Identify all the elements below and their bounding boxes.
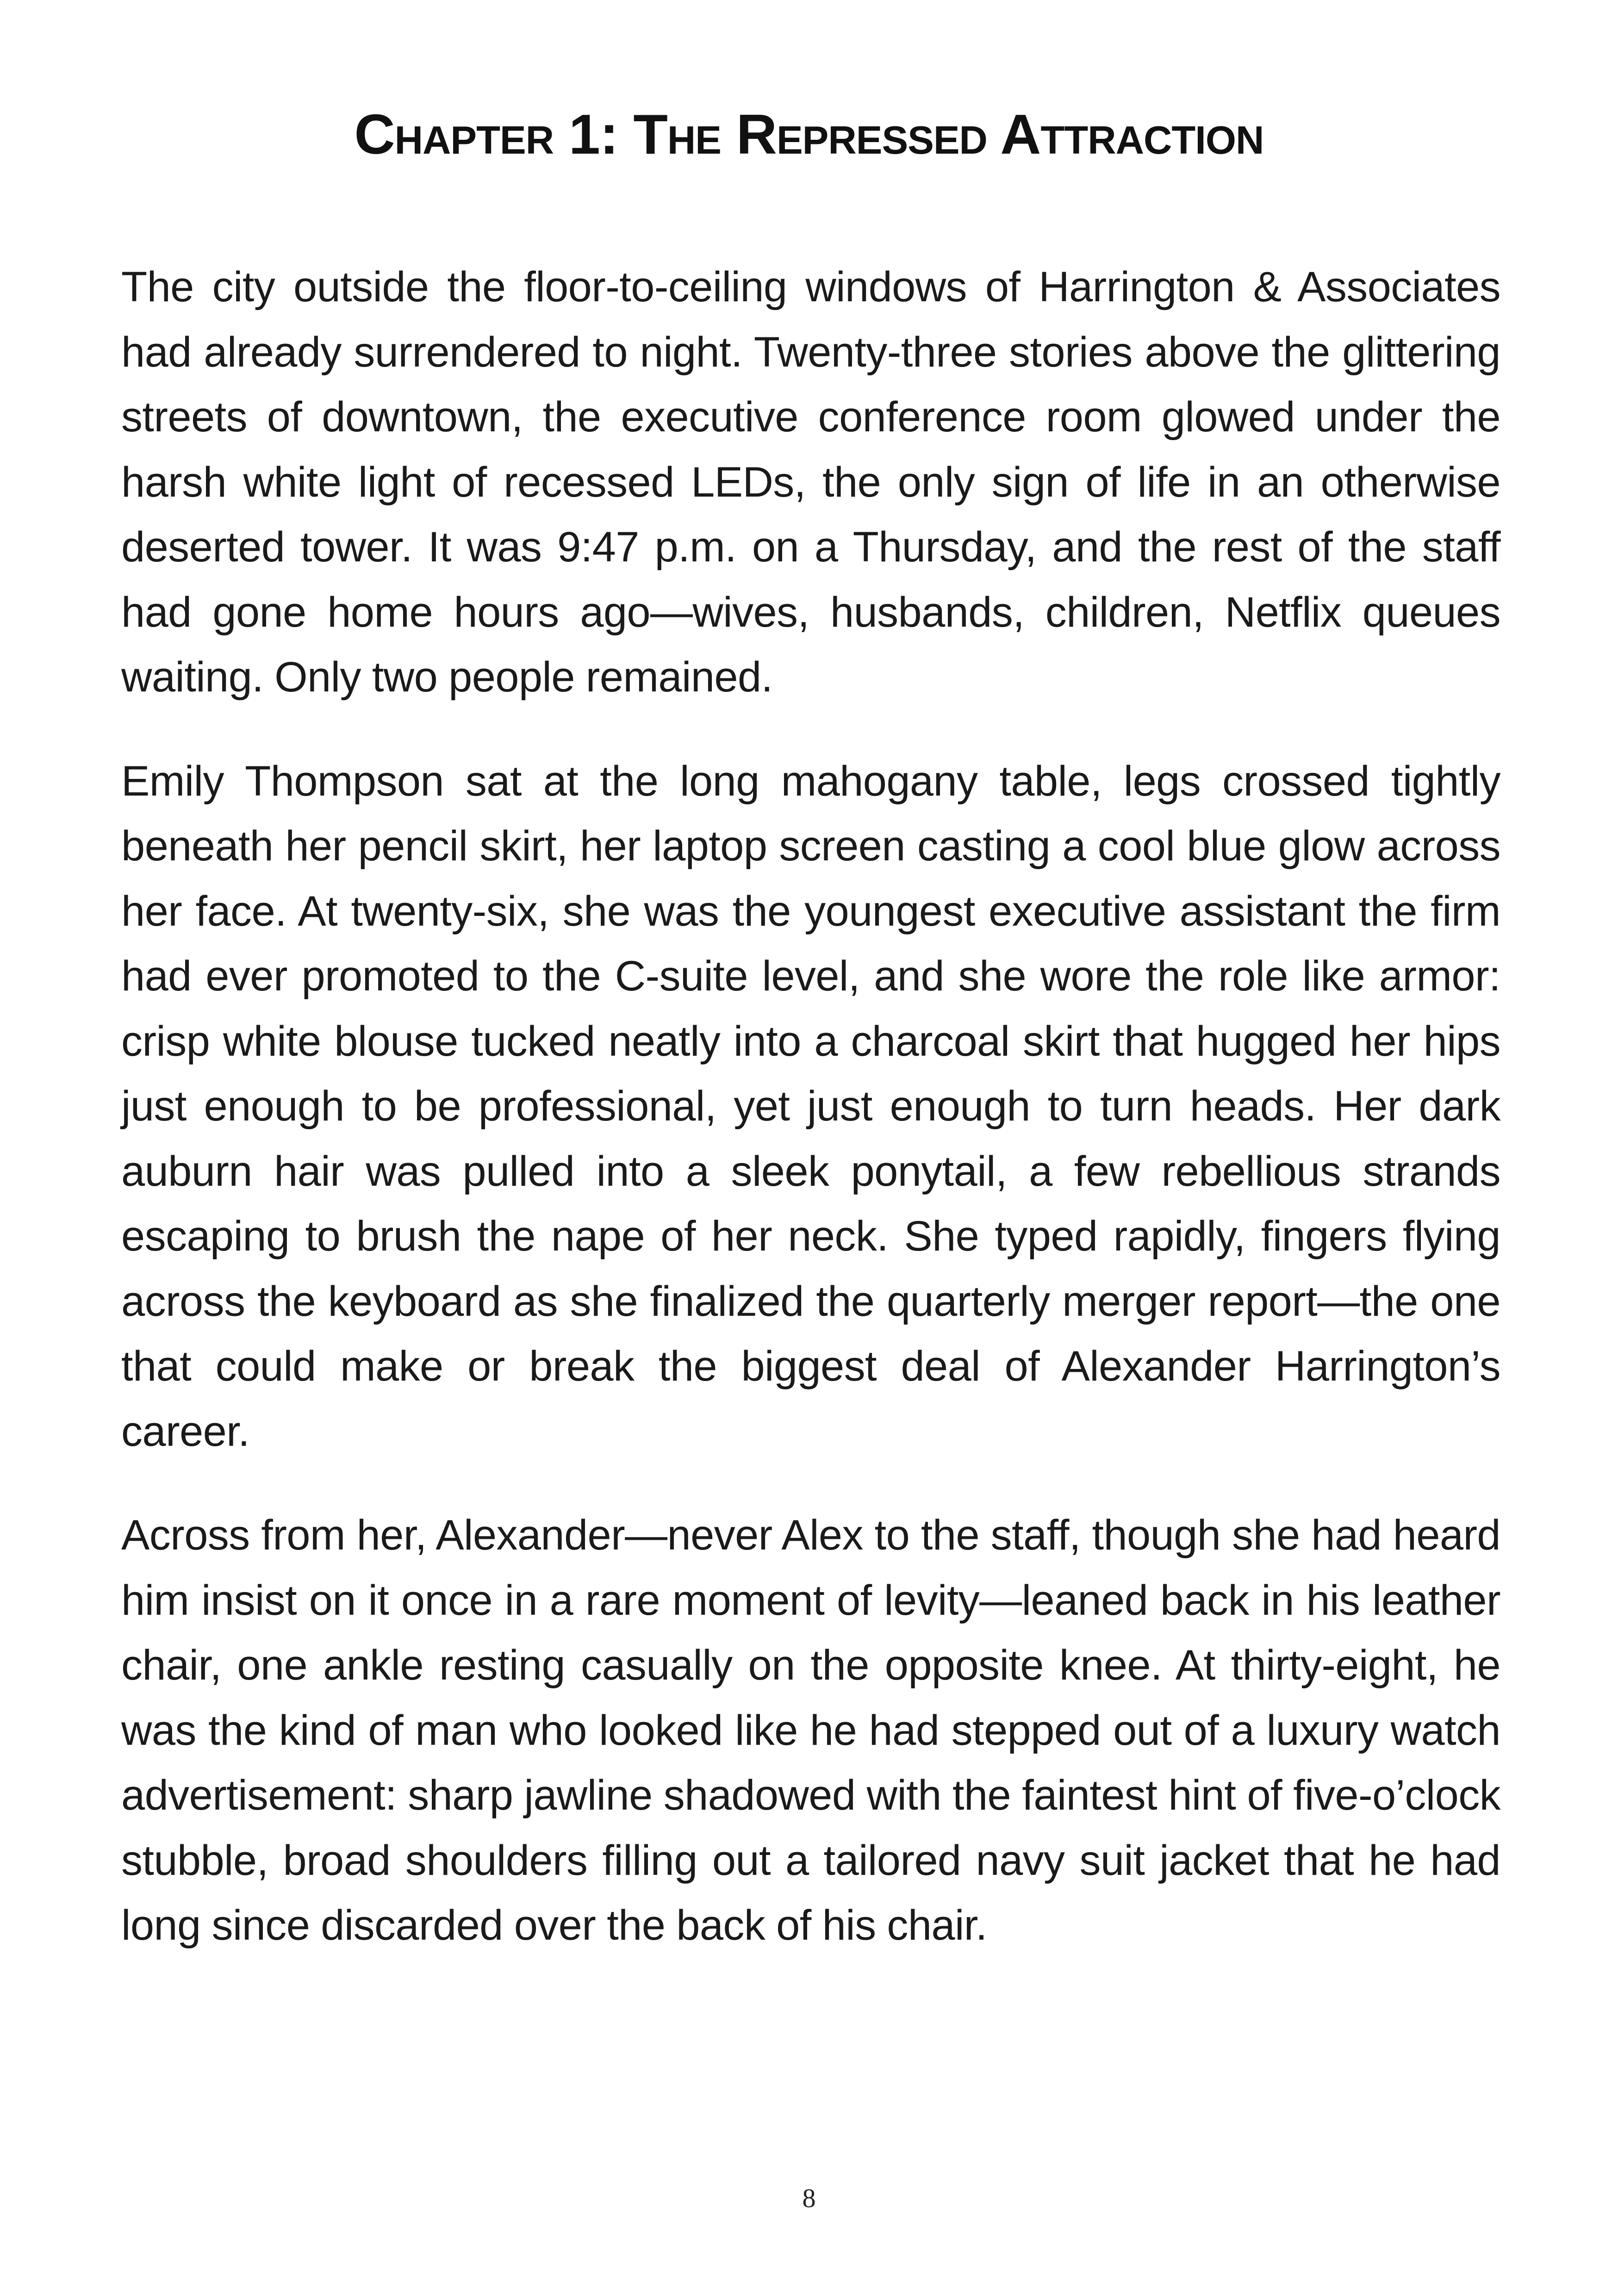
chapter-title: Chapter 1: The Repressed Attraction: [354, 103, 1264, 166]
page-number: 8: [802, 2183, 816, 2213]
chapter-body: [121, 255, 1500, 1997]
paragraph-1: The city outside the floor-to-ceiling windows of Harrington & Associates had already surrendered to night. Twenty-three stories above the glittering streets of downtown, the executive conference room glowed under the harsh white light of recessed LEDs, the only sign of life in an otherwise deserted tower. It was 9:47 p.m. on a Thursday, and the rest of the staff had gone home hours ago—wives, husbands, children, Netflix queues waiting. Only two people remained.: [121, 263, 1500, 701]
paragraph-2: Emily Thompson sat at the long mahogany table, legs crossed tightly beneath her pencil skirt, her laptop screen casting a cool blue glow across her face. At twenty-six, she was the youngest executive assistant the firm had ever promoted to the C-suite level, and she wore the role like armor: crisp white blouse tucked neatly into a charcoal skirt that hugged her hips just enough to be professional, yet just enough to turn heads. Her dark auburn hair was pulled into a sleek ponytail, a few rebellious strands escaping to brush the nape of her neck. She typed rapidly, fingers flying across the keyboard as she finalized the quarterly merger report—the one that could make or break the biggest deal of Alexander Harrington’s career.: [121, 757, 1500, 1455]
paragraph-3: Across from her, Alexander—never Alex to the staff, though she had heard him insist on it once in a rare moment of levity—leaned back in his leather chair, one ankle resting casually on the opposite knee. At thirty-eight, he was the kind of man who looked like he had stepped out of a luxury watch advertisement: sharp jawline shadowed with the faintest hint of five-o’clock stubble, broad shoulders filling out a tailored navy suit jacket that he had long since discarded over the back of his chair.: [121, 1512, 1500, 1949]
